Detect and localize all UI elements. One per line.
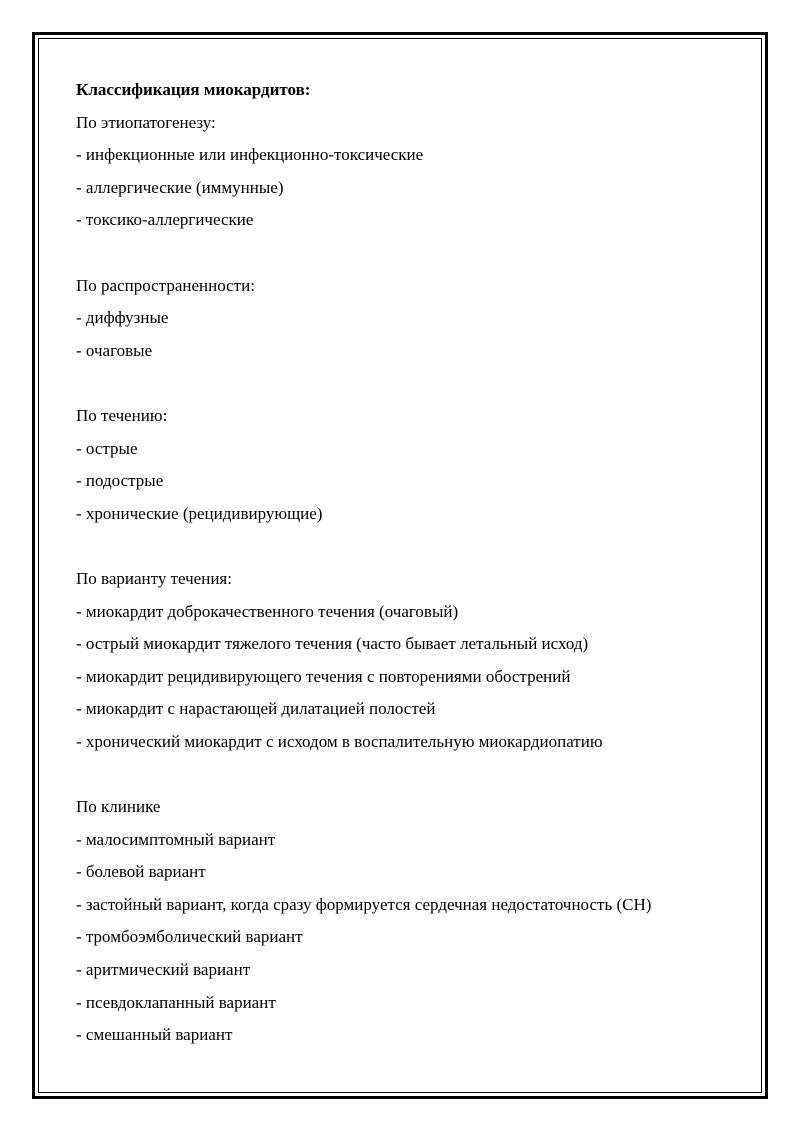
- section-heading: По варианту течения:: [76, 568, 232, 588]
- list-item: - аллергические (иммунные): [76, 177, 284, 197]
- list-item: - инфекционные или инфекционно-токсические: [76, 145, 424, 165]
- list-item: - тромбоэмболический вариант: [76, 927, 303, 947]
- section-spacer: [76, 530, 756, 563]
- section-course-variant: [76, 563, 756, 759]
- list-item: - малосимптомный вариант: [76, 829, 276, 849]
- list-item: - диффузные: [76, 308, 169, 328]
- list-item: - миокардит с нарастающей дилатацией полостей: [76, 699, 436, 719]
- list-item: - острые: [76, 438, 138, 458]
- section-prevalence: [76, 270, 756, 368]
- section-spacer: [76, 237, 756, 270]
- section-heading: По течению:: [76, 405, 168, 425]
- list-item: - смешанный вариант: [76, 1025, 233, 1045]
- list-item: - токсико-аллергические: [76, 210, 254, 230]
- list-item: - болевой вариант: [76, 862, 206, 882]
- section-clinical: [76, 791, 756, 1052]
- section-heading: По распространенности:: [76, 275, 255, 295]
- section-course: [76, 400, 756, 530]
- list-item: - миокардит доброкачественного течения (очаговый): [76, 601, 459, 621]
- list-item: - застойный вариант, когда сразу формируется сердечная недостаточность (СН): [76, 894, 652, 914]
- section-spacer: [76, 758, 756, 791]
- list-item: - псевдоклапанный вариант: [76, 992, 276, 1012]
- list-item: - миокардит рецидивирующего течения с повторениями обострений: [76, 666, 571, 686]
- document-body: [76, 74, 756, 1052]
- list-item: - подострые: [76, 471, 164, 491]
- section-heading: По этиопатогенезу:: [76, 112, 216, 132]
- section-etiopathogenesis: [76, 107, 756, 237]
- section-heading: По клинике: [76, 797, 161, 817]
- document-title: Классификация миокардитов:: [76, 80, 311, 99]
- section-spacer: [76, 367, 756, 400]
- list-item: - хронический миокардит с исходом в воспалительную миокардиопатию: [76, 731, 603, 751]
- list-item: - очаговые: [76, 340, 153, 360]
- list-item: - аритмический вариант: [76, 960, 251, 980]
- list-item: - хронические (рецидивирующие): [76, 503, 323, 523]
- list-item: - острый миокардит тяжелого течения (часто бывает летальный исход): [76, 634, 589, 654]
